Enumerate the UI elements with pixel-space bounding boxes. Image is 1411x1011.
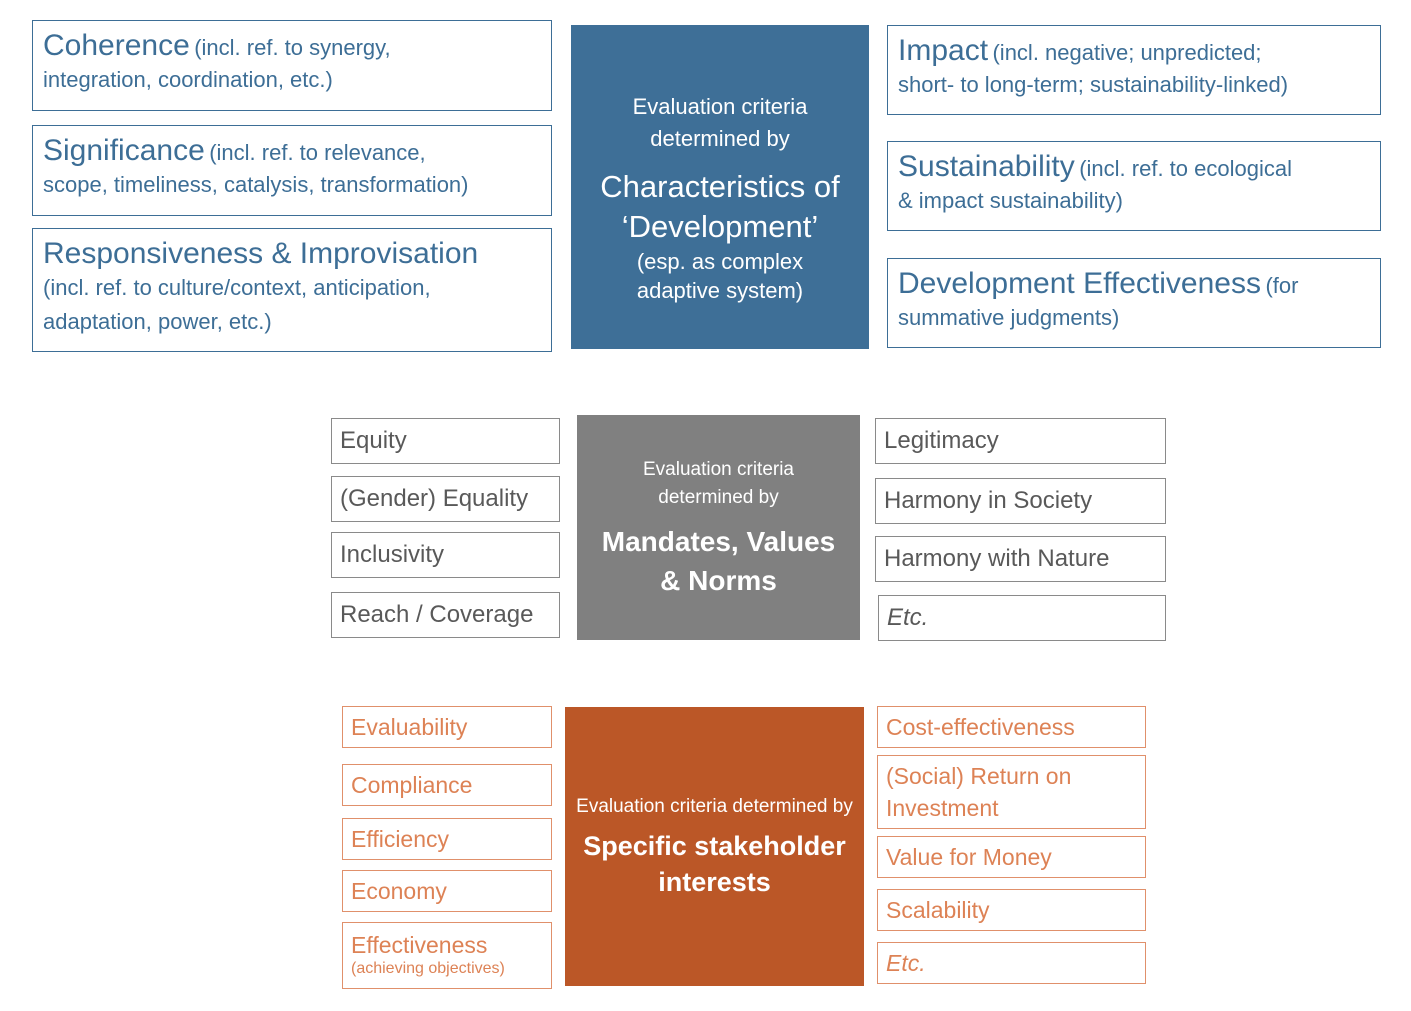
criterion-detail: (incl. ref. to ecological — [1079, 156, 1292, 181]
criterion-detail: (incl. ref. to synergy, — [194, 35, 391, 60]
center-lead: Evaluation criteria determined by — [576, 795, 853, 817]
criterion-evaluability: Evaluability — [342, 706, 552, 748]
criterion-note: (achieving objectives) — [351, 960, 505, 977]
criterion-equity: Equity — [331, 418, 560, 464]
criterion-detail: & impact sustainability) — [898, 188, 1123, 213]
criterion-title: Coherence — [43, 29, 190, 62]
criterion-harmony-society: Harmony in Society — [875, 478, 1166, 524]
criterion-detail: short- to long-term; sustainability-linked) — [898, 72, 1289, 97]
criterion-detail: adaptation, power, etc.) — [43, 309, 272, 334]
center-heading: interests — [658, 866, 771, 897]
center-heading: Specific stakeholder — [583, 830, 846, 861]
center-heading: ‘Development’ — [621, 209, 819, 244]
center-subtitle: (esp. as complex adaptive system) — [636, 249, 804, 303]
criterion-title: Sustainability — [898, 150, 1075, 183]
center-heading: & Norms — [660, 564, 777, 596]
criterion-scalability: Scalability — [877, 889, 1146, 931]
center-lead: Evaluation criteria determined by — [632, 94, 808, 151]
criterion-title: Impact — [898, 34, 989, 67]
criterion-title: Responsiveness & Improvisation — [43, 237, 479, 270]
criterion-detail: integration, coordination, etc.) — [43, 67, 333, 92]
criterion-etc: Etc. — [878, 595, 1166, 641]
criterion-cost-effectiveness: Cost-effectiveness — [877, 706, 1146, 748]
criterion-title: (Social) Return on — [886, 763, 1072, 789]
criterion-detail: (for — [1265, 273, 1299, 298]
criterion-gender-equality: (Gender) Equality — [331, 476, 560, 522]
center-heading: Mandates, Values — [601, 525, 836, 557]
criterion-detail: (incl. ref. to culture/context, anticipation, — [43, 275, 431, 300]
criterion-title: Effectiveness — [351, 932, 488, 958]
criterion-title: Significance — [43, 134, 205, 167]
criterion-detail: summative judgments) — [898, 305, 1120, 330]
center-development-box — [571, 25, 869, 349]
criterion-etc: Etc. — [877, 942, 1146, 984]
criterion-harmony-nature: Harmony with Nature — [875, 536, 1166, 582]
center-stakeholder-box — [565, 707, 864, 986]
criterion-detail: (incl. ref. to relevance, — [209, 140, 426, 165]
criterion-coherence — [32, 20, 552, 111]
center-heading: Characteristics of — [600, 169, 840, 204]
criterion-social-roi — [877, 755, 1146, 829]
criterion-detail: (incl. negative; unpredicted; — [992, 40, 1262, 65]
criterion-economy: Economy — [342, 870, 552, 912]
criterion-compliance: Compliance — [342, 764, 552, 806]
criterion-effectiveness — [342, 922, 552, 989]
criterion-development-effectiveness — [887, 258, 1381, 348]
criterion-detail: scope, timeliness, catalysis, transformation) — [43, 172, 469, 197]
criterion-title: Investment — [886, 795, 999, 821]
center-lead: Evaluation criteria determined by — [642, 458, 795, 508]
criterion-sustainability — [887, 141, 1381, 231]
criterion-impact — [887, 25, 1381, 115]
criterion-value-for-money: Value for Money — [877, 836, 1146, 878]
criterion-title: Development Effectiveness — [898, 267, 1261, 300]
criterion-inclusivity: Inclusivity — [331, 532, 560, 578]
criterion-legitimacy: Legitimacy — [875, 418, 1166, 464]
criterion-responsiveness — [32, 228, 552, 352]
criterion-significance — [32, 125, 552, 216]
criterion-efficiency: Efficiency — [342, 818, 552, 860]
criterion-reach-coverage: Reach / Coverage — [331, 592, 560, 638]
center-mandates-box — [577, 415, 860, 640]
